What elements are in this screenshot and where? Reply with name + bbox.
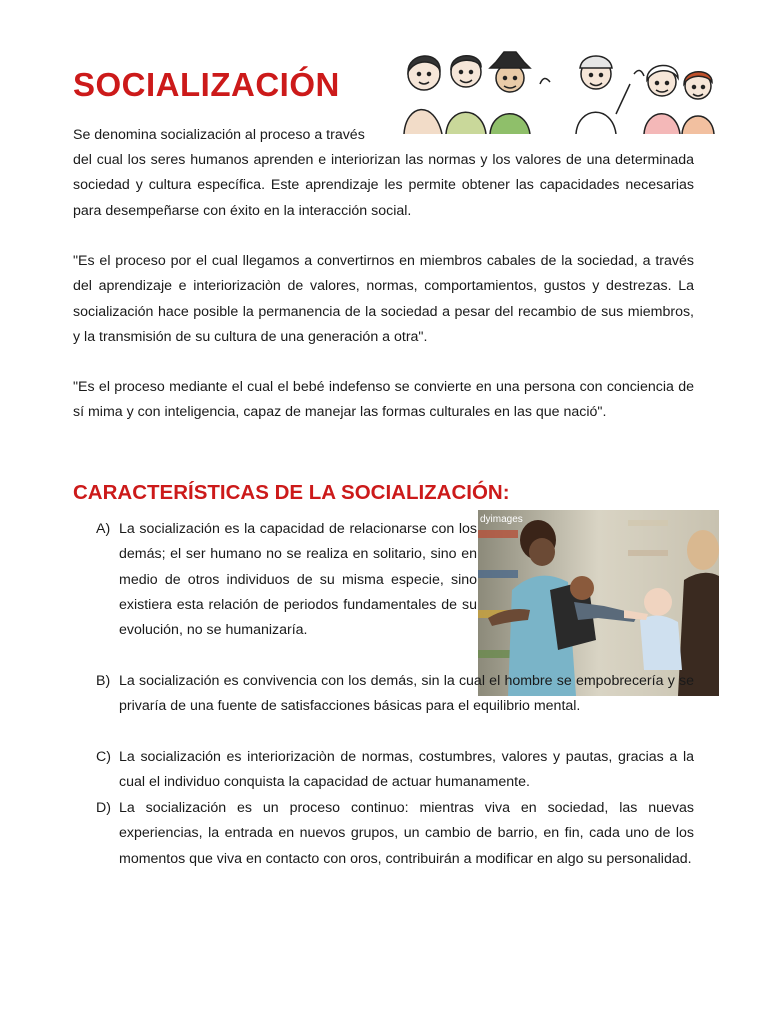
list-item-b-letter: B) [96, 673, 111, 689]
list-item-c-letter: C) [96, 749, 111, 765]
quote-paragraph-1: "Es el proceso por el cual llegamos a convertirnos en miembros cabales de la sociedad, a través del aprendizaje e interiorizaciòn de valores, normas, comportamientos, gustos y destrezas. La socialización hace posible la permanencia de la sociedad a pesar del recambio de sus miembros, y la transmisión de su cultura de una generación a otra". [73, 253, 694, 345]
list-item-c: La socialización es interiorizaciòn de normas, costumbres, valores y pautas, gracias a la cual el individuo conquista la capacidad de actuar humanamente. [119, 749, 694, 791]
intro-first-line: Se denomina socialización al proceso a través [73, 127, 365, 143]
intro-paragraph: del cual los seres humanos aprenden e interiorizan las normas y los valores de una determinada sociedad y cultura específica. Este aprendizaje les permite obtener las capacidades necesarias para desempeñarse con éxito en la interacción social. [73, 152, 694, 219]
section-heading: CARACTERÍSTICAS DE LA SOCIALIZACIÓN: [73, 481, 510, 504]
list-item-d: La socialización es un proceso continuo: mientras viva en sociedad, las nuevas experiencias, la entrada en nuevos grupos, un cambio de barrio, en fin, cada uno de los momentos que viva en contacto con oros, contribuirán a modificar en algo su personalidad. [119, 800, 694, 867]
photo-watermark: dyimages [480, 514, 523, 525]
list-item-a: La socialización es la capacidad de relacionarse con los demás; el ser humano no se realiza en solitario, sino en medio de otros individuos de su misma especie, sino existiera esta relación de periodos fundamentales de su evolución, no se humanizaría. [119, 521, 477, 639]
quote-paragraph-2: "Es el proceso mediante el cual el bebé indefenso se convierte en una persona con conciencia de sí mima y con inteligencia, capaz de manejar las formas culturales en las que nació". [73, 379, 694, 421]
list-item-a-letter: A) [96, 521, 111, 537]
list-item-d-letter: D) [96, 800, 111, 816]
page-title: SOCIALIZACIÓN [73, 66, 340, 103]
list-item-b: La socialización es convivencia con los demás, sin la cual el hombre se empobrecería y se privaría de una fuente de satisfacciones básicas para el equilibrio mental. [119, 673, 694, 715]
people-cartoon-illustration [394, 44, 716, 134]
